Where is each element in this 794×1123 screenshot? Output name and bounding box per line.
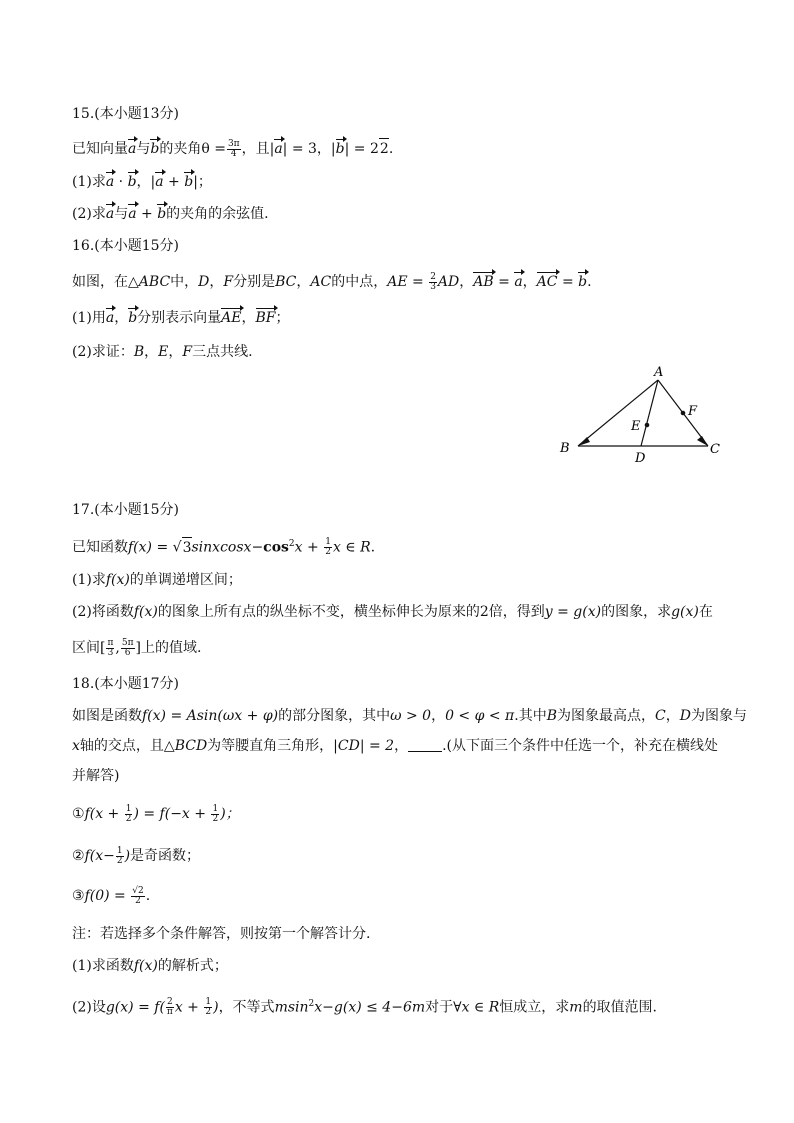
q16-part2: (2)求证：B，E，F三点共线. xyxy=(72,344,253,360)
fraction: $\frac{3\pi}{4}$ xyxy=(227,138,240,159)
q18-stem-line3: 并解答) xyxy=(72,768,120,784)
triangle-figure xyxy=(550,362,730,466)
q17-part2-cont: 区间[ $\frac{\pi}{3}$ , $\frac{5\pi}{6}$ ]上的值域. xyxy=(72,637,202,658)
label-e: E xyxy=(631,419,641,434)
q17-stem: 已知函数$f(x) = √3sinxcosx-\cos^2x$ + $\frac{1}{2}$ x ∈ R. xyxy=(72,537,376,558)
segment-ab xyxy=(578,380,658,446)
label-d: D xyxy=(635,451,646,466)
label-f: F xyxy=(688,404,698,419)
label-c: C xyxy=(710,442,720,457)
label-b: B xyxy=(560,441,570,456)
q17-header: 17.(本小题15分) xyxy=(72,502,180,518)
answer-blank xyxy=(408,737,442,752)
q15-stem: 已知向量a与b的夹角θ = $\frac{3\pi}{4}$ ，且|a| = 3，|b| = 22. xyxy=(72,138,394,159)
segment-ad xyxy=(641,380,658,446)
q17-part2: (2)将函数f(x)的图象上所有点的纵坐标不变，横坐标伸长为原来的2倍，得到y = g(x)的图象，求g(x)在 xyxy=(72,604,713,620)
q18-condition-1: ①f(x + $\frac{1}{2}$ ) = f(−x + $\frac{1}{2}$ )； xyxy=(72,803,240,824)
q18-header: 18.(本小题17分) xyxy=(72,676,180,692)
q15-part2: (2)求a与a + b的夹角的余弦值. xyxy=(72,206,269,222)
q16-header: 16.(本小题15分) xyxy=(72,238,180,254)
q15-header: 15.(本小题13分) xyxy=(72,106,180,122)
q15-part1: (1)求a · b，|a + b|； xyxy=(72,174,212,190)
q18-condition-2: ②f(x− $\frac{1}{2}$ )是奇函数； xyxy=(72,845,201,866)
q18-condition-3: ③f(0) = $\frac{√2}{2}$ . xyxy=(72,885,151,906)
q18-part2: (2)设g(x) = f( $\frac{2}{\pi}$ x + $\frac{1}{2}$ )，不等式msin$^2$x−g(x) ≤ 4−6m对于∀x ∈ R恒成立，求m的取值范围. xyxy=(72,997,658,1018)
q18-stem-line1: 如图是函数f(x) = Asin(ωx + φ)的部分图象，其中ω > 0，0 < φ < π.其中B为图象最高点，C，D为图象与 xyxy=(72,708,747,724)
q18-part1: (1)求函数f(x)的解析式； xyxy=(72,958,228,974)
q16-stem: 如图，在△ABC中，D，F分别是BC，AC的中点，AE = $\frac{2}{3}$ AD，AB = a，AC = b. xyxy=(72,271,592,292)
point-e xyxy=(645,423,650,428)
q17-part1: (1)求f(x)的单调递增区间； xyxy=(72,572,242,588)
q18-note: 注：若选择多个条件解答，则按第一个解答计分. xyxy=(72,926,371,942)
point-f xyxy=(681,411,686,416)
q16-part1: (1)用a，b分别表示向量AE，BF； xyxy=(72,310,290,326)
arrowhead-c xyxy=(697,436,708,446)
label-a: A xyxy=(654,365,664,380)
q18-stem-line2: x轴的交点，且△BCD为等腰直角三角形，|CD| = 2， .(从下面三个条件中任选一个，补充在横线处 xyxy=(72,738,719,754)
